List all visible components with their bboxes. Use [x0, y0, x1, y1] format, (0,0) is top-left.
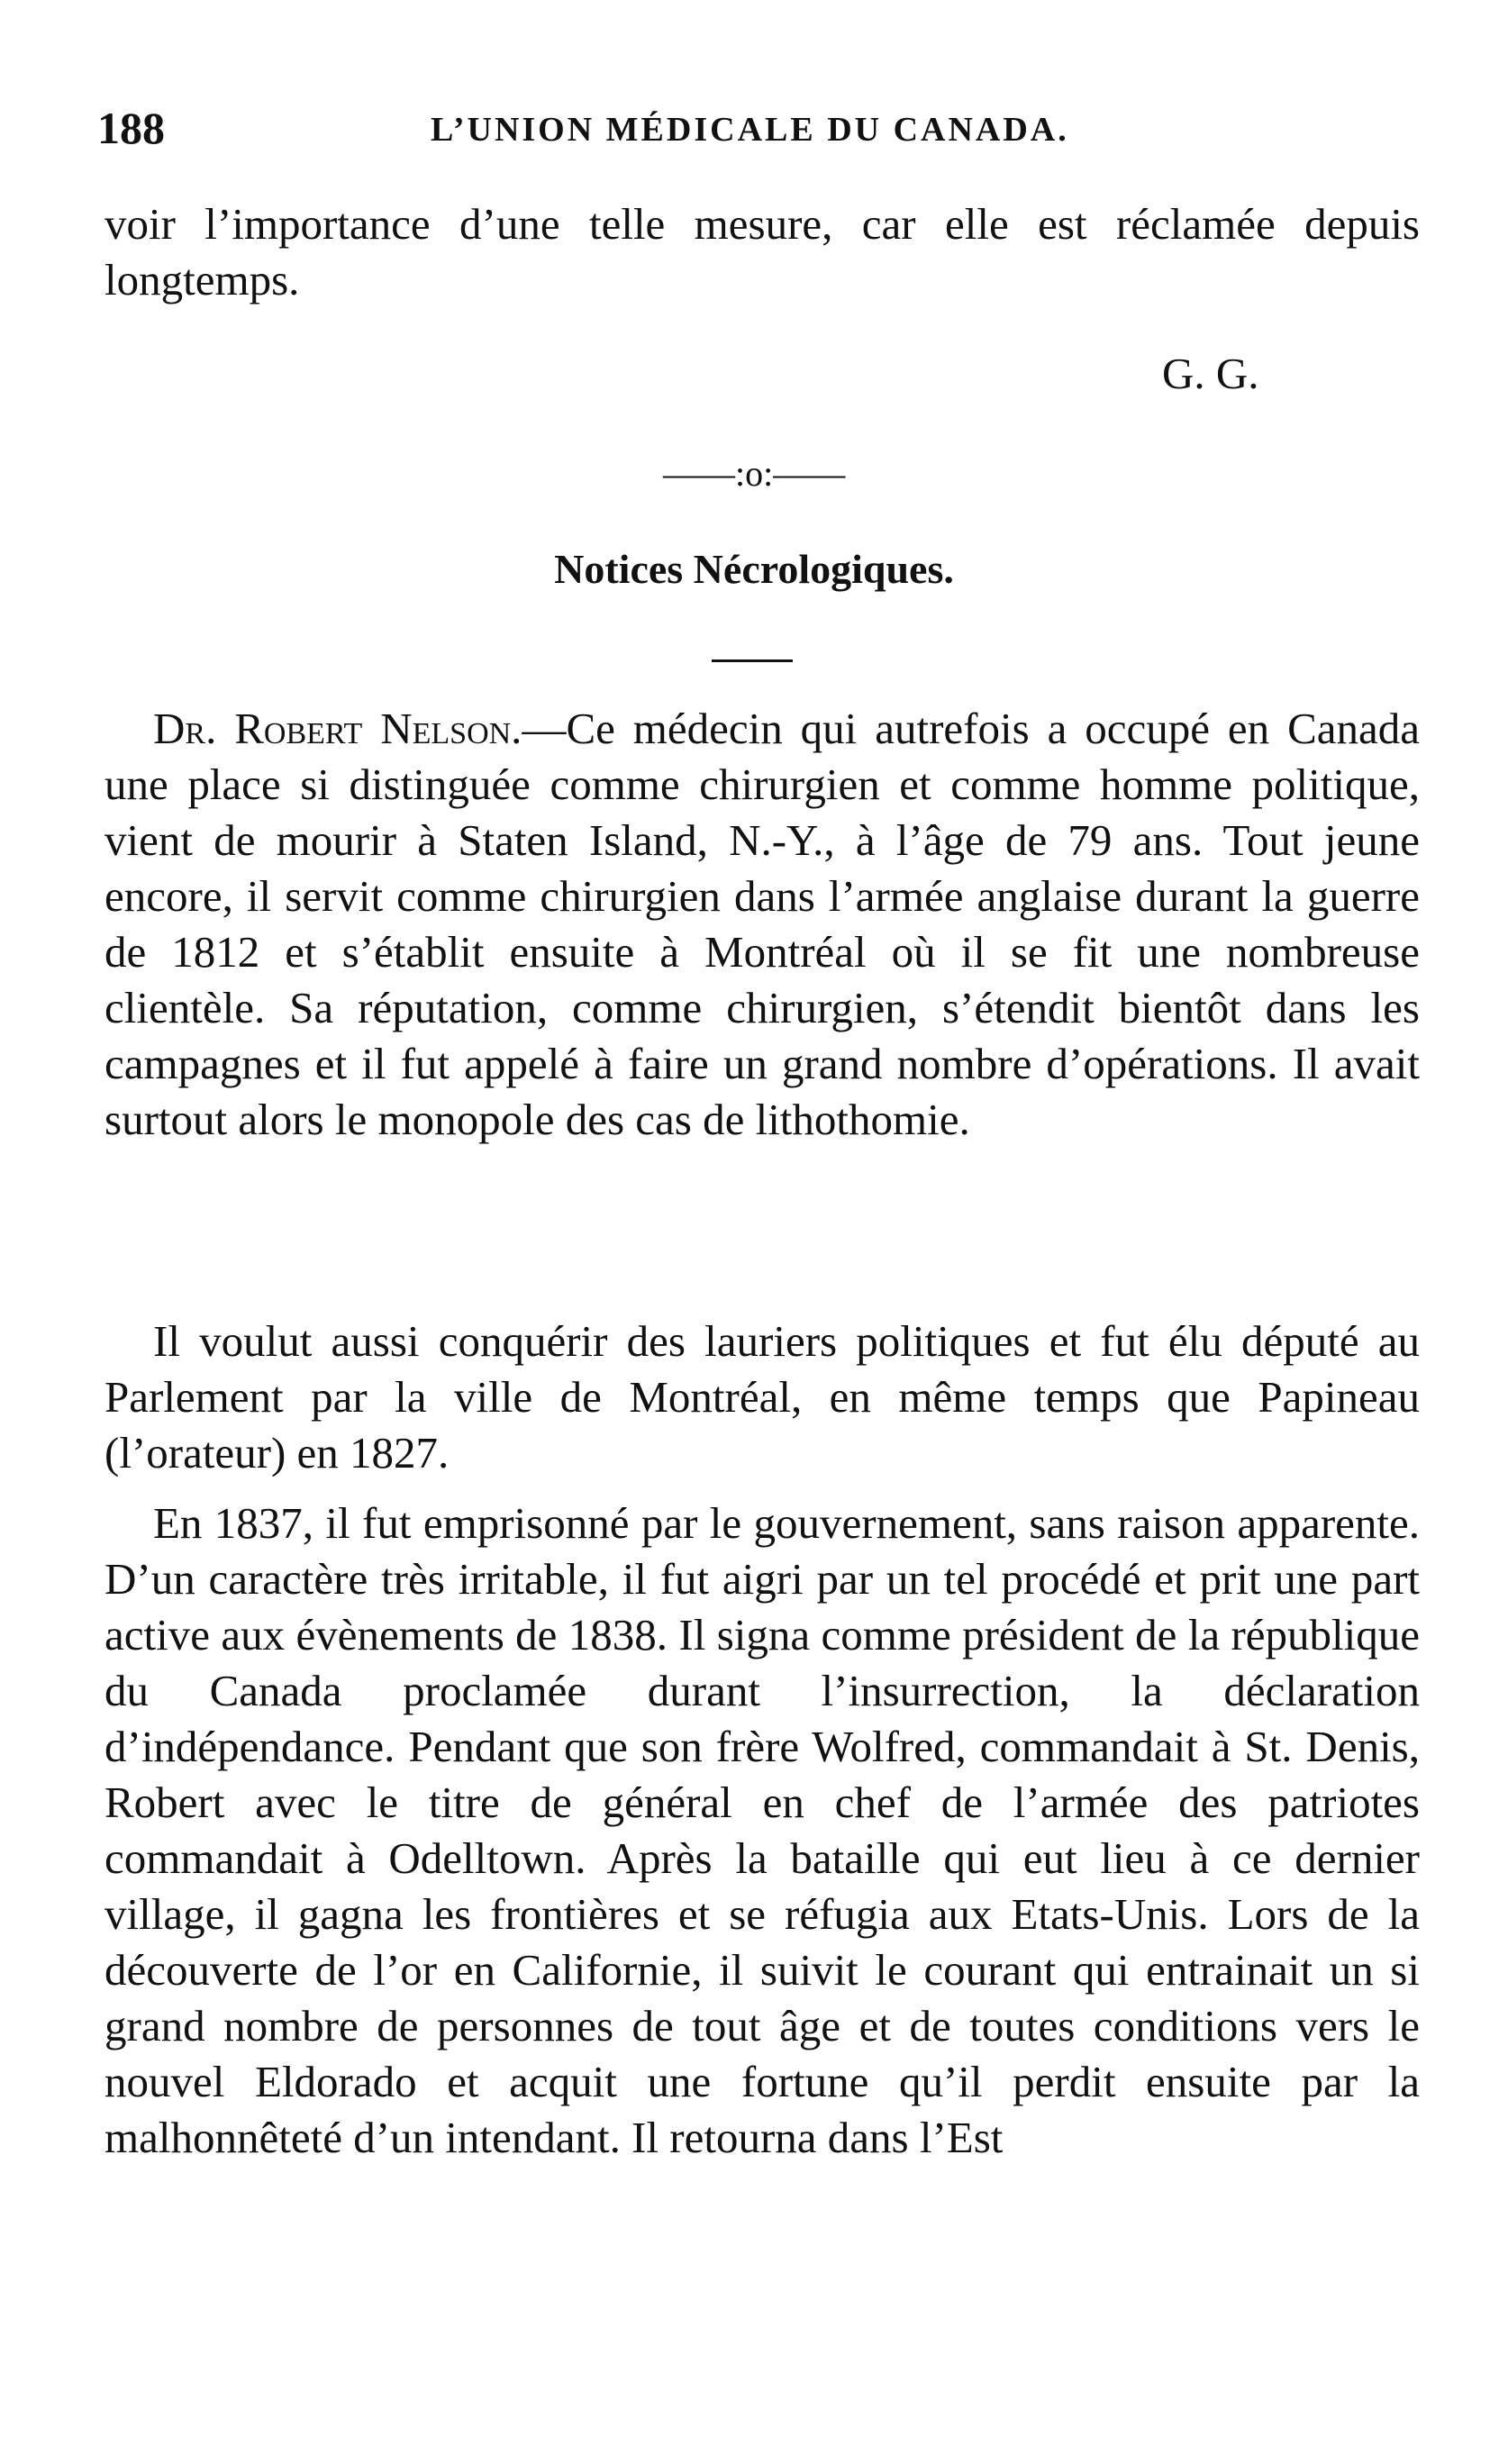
author-signature: G. G.	[1162, 349, 1259, 398]
section-title: Notices Nécrologiques.	[554, 546, 954, 592]
section-separator: ——:o:——	[663, 453, 846, 494]
running-title: L’UNION MÉDICALE DU CANADA.	[431, 111, 1069, 149]
obituary-paragraph-3: En 1837, il fut emprisonné par le gouvernement, sans raison apparente. D’un caractère très irritable, il fut aigri par un tel procédé et prit une part active aux évènements de 1838. Il signa comme président de la république du Canada proclamée durant l’insurrection, la déclaration d’indépendance. Pendant que son frère Wolfred, commandait à St. Denis, Robert avec le titre de général en chef de l’armée des patriotes commandait à Odelltown. Après la bataille qui eut lieu à ce dernier village, il gagna les frontières et se réfugia aux Etats-Unis. Lors de la découverte de l’or en Californie, il suivit le courant qui entrainait un si grand nombre de personnes de tout âge et de toutes conditions vers le nouvel Eldorado et acquit une fortune qu’il perdit ensuite par la malhonnêteté d’un intendant. Il retourna dans l’Est	[104, 1498, 1420, 2162]
continuation-paragraph: voir l’importance d’une telle mesure, car elle est réclamée depuis longtemps.	[104, 199, 1420, 305]
page-number: 188	[97, 103, 165, 153]
obituary-name: Dr. Robert Nelson.	[153, 704, 522, 753]
page-header	[97, 101, 1449, 155]
title-rule	[712, 659, 793, 662]
obituary-paragraph-1-text: —Ce médecin qui autrefois a occupé en Canada une place si distinguée comme chirurgien et comme homme politique, vient de mourir à Staten Island, N.-Y., à l’âge de 79 ans. Tout jeune encore, il servit comme chirurgien dans l’armée anglaise durant la guerre de 1812 et s’établit ensuite à Montréal où il se fit une nombreuse clientèle. Sa réputation, comme chirurgien, s’étendit bientôt dans les campagnes et il fut appelé à faire un grand nombre d’opérations. Il avait surtout alors le monopole des cas de lithothomie.	[104, 704, 1420, 1144]
obituary-paragraph-1	[104, 701, 1420, 1148]
obituary-paragraph-2: Il voulut aussi conquérir des lauriers politiques et fut élu député au Parlement par la ville de Montréal, en même temps que Papineau (l’orateur) en 1827.	[104, 1316, 1420, 1477]
